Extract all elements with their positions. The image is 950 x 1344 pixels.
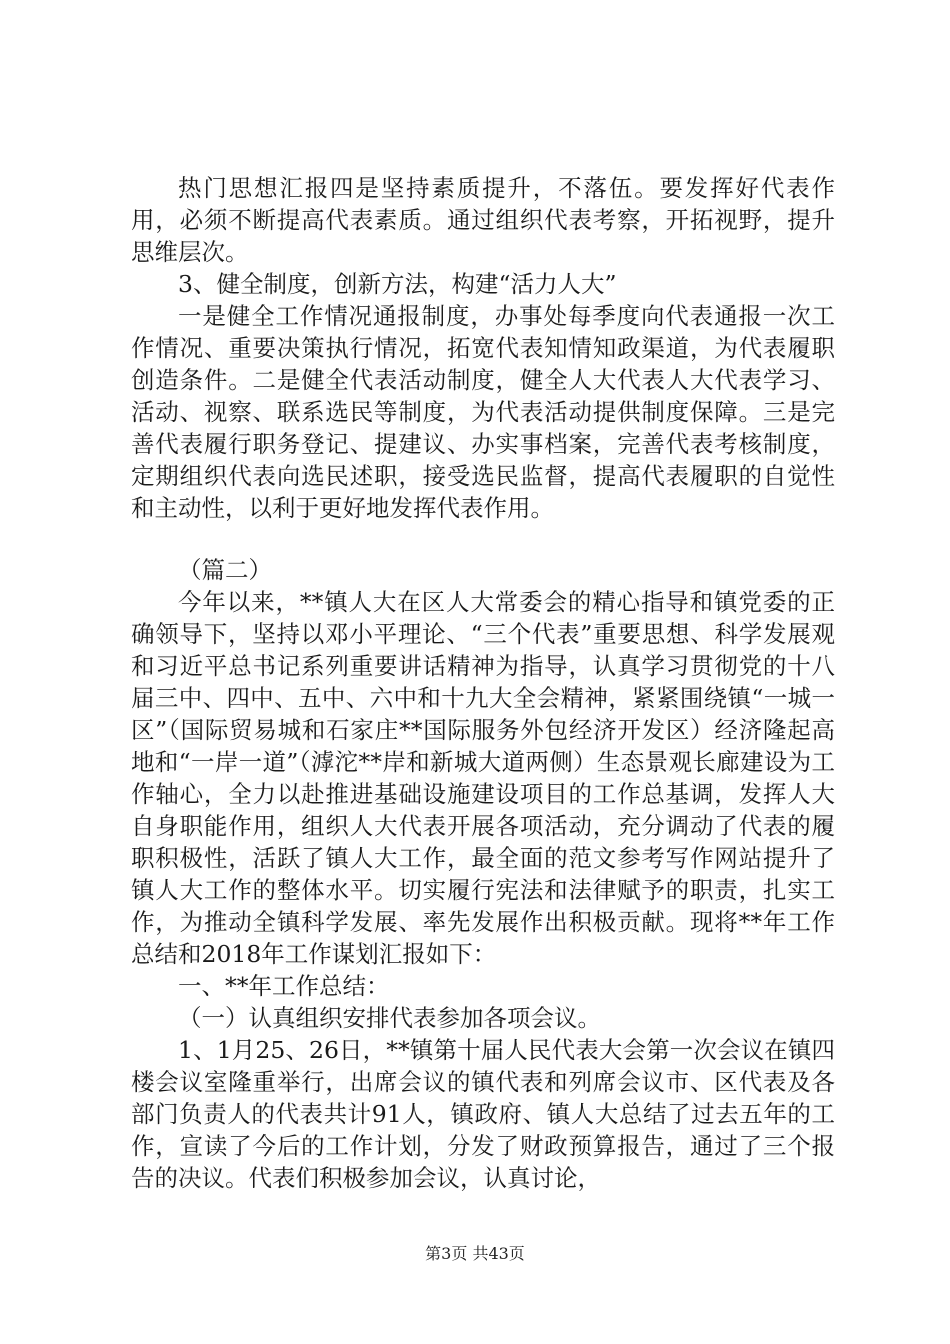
document-body [131, 172, 835, 1194]
paragraph-annual-overview: 今年以来，**镇人大在区人大常委会的精心指导和镇党委的正确领导下，坚持以邓小平理论、“三个代表”重要思想、科学发展观和习近平总书记系列重要讲话精神为指导，认真学习贯彻党的十八届三中、四中、五中、六中和十九大全会精神，紧紧围绕镇“一城一区”（国际贸易城和石家庄**国际服务外包经济开发区）经济隆起高地和“一岸一道”（滹沱**岸和新城大道两侧）生态景观长廊建设为工作轴心，全力以赴推进基础设施建设项目的工作总基调，发挥人大自身职能作用，组织人大代表开展各项活动，充分调动了代表的履职积极性，活跃了镇人大工作，最全面的范文参考写作网站提升了镇人大工作的整体水平。切实履行宪法和法律赋予的职责，扎实工作，为推动全镇科学发展、率先发展作出积极贡献。现将**年工作总结和2018年工作谋划汇报如下： [131, 588, 835, 968]
paragraph-system-details: 一是健全工作情况通报制度，办事处每季度向代表通报一次工作情况、重要决策执行情况，拓宽代表知情知政渠道，为代表履职创造条件。二是健全代表活动制度，健全人大代表人大代表学习、活动、视察、联系选民等制度，为代表活动提供制度保障。三是完善代表履行职务登记、提建议、办实事档案，完善代表考核制度，定期组织代表向选民述职，接受选民监督，提高代表履职的自觉性和主动性，以利于更好地发挥代表作用。 [131, 302, 835, 522]
paragraph-first-session: 1、1月25、26日，**镇第十届人民代表大会第一次会议在镇四楼会议室隆重举行，出席会议的镇代表和列席会议市、区代表及各部门负责人的代表共计91人，镇政府、镇人大总结了过去五年的工作，宣读了今后的工作计划，分发了财政预算报告，通过了三个报告的决议。代表们积极参加会议，认真讨论， [131, 1036, 835, 1192]
paragraph-quality-improvement: 热门思想汇报四是坚持素质提升，不落伍。要发挥好代表作用，必须不断提高代表素质。通过组织代表考察，开拓视野，提升思维层次。 [131, 174, 835, 266]
section-heading-part-two: （篇二） [178, 556, 272, 584]
heading-annual-summary: 一、**年工作总结： [178, 972, 390, 1000]
section-heading-system-innovation: 3、健全制度，创新方法，构建“活力人大” [178, 270, 617, 298]
page-number-footer: 第3页 共43页 [425, 1244, 525, 1263]
subheading-organize-meetings: （一）认真组织安排代表参加各项会议。 [178, 1004, 601, 1032]
